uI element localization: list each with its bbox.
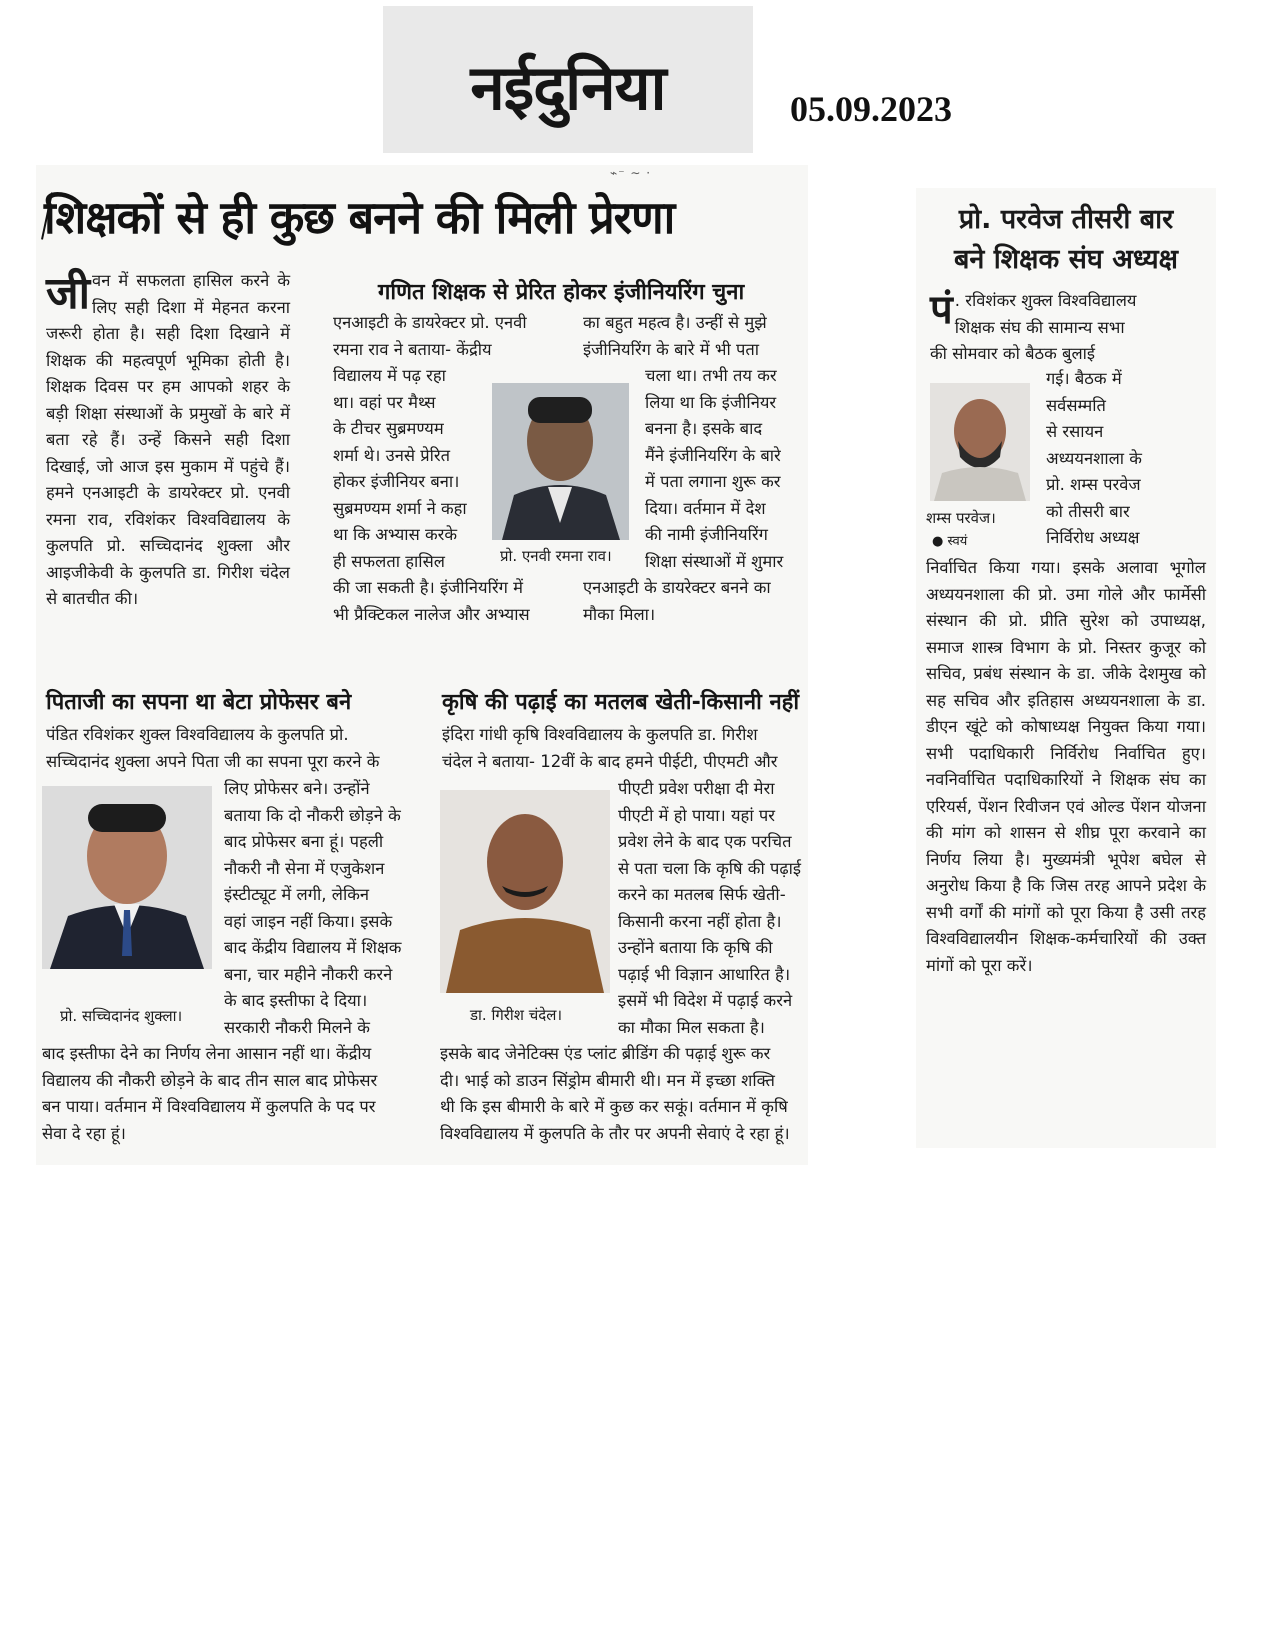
side-side-line: सर्वसम्मति [1046, 395, 1106, 415]
story2-side-line: वहां जाइन नहीं किया। इसके [224, 911, 393, 931]
story1-right-line: की नामी इंजीनियरिंग [645, 525, 768, 544]
story3-side-line: पढ़ाई भी विज्ञान आधारित है। [618, 964, 791, 984]
story1-right-line: मौका मिला। [583, 604, 656, 624]
story3-side-line: पीएटी में हो पाया। यहां पर [618, 805, 775, 825]
story2-side-line: लिए प्रोफेसर बने। उन्होंने [224, 779, 370, 798]
side-headline [926, 200, 1206, 280]
story1-left-line: था। वहां पर मैथ्स [333, 392, 436, 412]
story3-top-line: इंदिरा गांधी कृषि विश्वविद्यालय के कुलपति डा. गिरीश [442, 725, 758, 744]
side-headline-line: बने शिक्षक संघ अध्यक्ष [953, 244, 1179, 275]
story3-bottom-line: इसके बाद जेनेटिक्स एंड प्लांट ब्रीडिंग की पढ़ाई शुरू कर [440, 1044, 771, 1063]
story1-left-line: सुब्रमण्यम शर्मा ने कहा [333, 498, 467, 518]
story3-top-line: चंदेल ने बताया- 12वीं के बाद हमने पीईटी, पीएमटी और [442, 751, 778, 771]
story2-side-line: बाद प्रोफेसर बना हूं। पहली [224, 832, 384, 851]
story2-bottom-line: सेवा दे रहा हूं। [42, 1123, 126, 1143]
story3-top [442, 722, 812, 775]
story2-bottom [42, 1041, 422, 1147]
side-top-line: शिक्षक संघ की सामान्य सभा [954, 317, 1125, 337]
story3-bottom-line: थी कि इस बीमारी के बारे में कुछ कर सकूं। वर्तमान में कृषि [440, 1097, 788, 1116]
story1-right-column [583, 310, 793, 628]
story2-bottom-line: बाद इस्तीफा देने का निर्णय लेना आसान नहीं था। केंद्रीय [42, 1044, 372, 1063]
story2-subhead: पिताजी का सपना था बेटा प्रोफेसर बने [46, 690, 352, 715]
story1-left-line: शर्मा थे। उनसे प्रेरित [333, 445, 451, 465]
side-headline-line: प्रो. परवेज तीसरी बार [958, 204, 1174, 235]
side-dropcap: पं [930, 287, 953, 333]
side-caption: शम्स परवेज। [926, 509, 996, 527]
side-side-line: गई। बैठक में [1046, 369, 1122, 388]
story3-side-line: करने का मतलब सिर्फ खेती- [618, 885, 786, 904]
story1-right-line: मैंने इंजीनियरिंग के बारे [645, 445, 781, 465]
masthead-logo: नईदुनिया [470, 51, 666, 124]
intro-article [46, 268, 290, 613]
photo-shams-parvez [930, 383, 1030, 501]
intro-rest: में मेहनत करना जरूरी होता है। सही दिशा दिखाने में शिक्षक की महत्वपूर्ण भूमिका होती है। शिक्षक दिवस पर हम आपको शहर के बड़ी शिक्षा संस्थाओं के प्रमुखों के बारे में बता रहे हैं। उन्हें किसने सही दिशा दिखाई, जो आज इस मुकाम में पहुंचे हैं। हमने एनआइटी के डायरेक्टर प्रो. एनवी रमना राव, रविशंकर विश्वविद्यालय के कुलपति प्रो. सच्चिदानंद शुक्ला और आइजीकेवी के कुलपति डा. गिरीश चंदेल से बातचीत की। [46, 297, 290, 608]
story2-top [46, 722, 416, 775]
story1-right-line: एनआइटी के डायरेक्टर बनने का [583, 578, 771, 597]
photo-sachchidanand-shukla [42, 786, 212, 969]
side-top-line: की सोमवार को बैठक बुलाई [930, 344, 1096, 363]
side-top [930, 288, 1210, 368]
story3-bottom-line: विश्वविद्यालय में कुलपति के तौर पर अपनी सेवाएं दे रहा हूं। [440, 1123, 790, 1143]
story2-side-line: इंस्टीट्यूट में लगी, लेकिन [224, 885, 370, 904]
story3-bottom-line: दी। भाई को डाउन सिंड्रोम बीमारी थी। मन में इच्छा शक्ति [440, 1070, 775, 1090]
story1-left-line: की जा सकती है। इंजीनियरिंग में [333, 578, 524, 597]
story1-left-line: विद्यालय में पढ़ रहा [333, 366, 446, 385]
story3-side-line: पीएटी प्रवेश परीक्षा दी मेरा [618, 779, 775, 798]
story1-left-line: था कि अभ्यास करके [333, 525, 458, 544]
story2-side-column [224, 776, 420, 1041]
side-side-column [1046, 366, 1208, 552]
story2-side-line: नौकरी नौ सेना में एजुकेशन [224, 858, 385, 878]
story2-top-line: पंडित रविशंकर शुक्ल विश्वविद्यालय के कुलपति प्रो. [46, 725, 349, 744]
side-side-line: से रसायन [1046, 422, 1104, 441]
story1-right-line: शिक्षा संस्थाओं में शुमार [645, 551, 784, 571]
side-side-line: निर्विरोध अध्यक्ष [1046, 528, 1140, 547]
story3-side-column [618, 776, 814, 1041]
story1-left-line: ही सफलता हासिल [333, 551, 445, 571]
side-top-line: . रविशंकर शुक्ल विश्वविद्यालय [954, 291, 1137, 310]
side-side-line: प्रो. शम्स परवेज [1046, 475, 1141, 494]
story3-caption: डा. गिरीश चंदेल। [470, 1006, 563, 1024]
side-rest: निर्वाचित किया गया। इसके अलावा भूगोल अध्ययनशाला की प्रो. उमा गोले और फार्मेसी संस्थान की प्रो. प्रीति सुरेश को उपाध्यक्ष, समाज शास्त्र विभाग के प्रो. निस्तर कुजूर को सचिव, प्रबंध संस्थान के डा. जीके देशमुख को सह सचिव और इतिहास अध्ययनशाला के डा. डीएन खूंटे को कोषाध्यक्ष नियुक्त किया गया। सभी पदाधिकारी निर्विरोध निर्वाचित हुए। नवनिर्वाचित पदाधिकारियों ने शिक्षक संघ का एरियर्स, पेंशन रिवीजन एवं ओल्ड पेंशन योजना की मांग को शासन से शीघ्र पूरा करवाने का निर्णय लिया है। मुख्यमंत्री भूपेश बघेल से अनुरोध किया है कि जिस तरह आपने प्रदेश के सभी वर्गों की मांगों को पूरा किया है उसी तरह विश्वविद्यालयीन शिक्षक-कर्मचारियों की उक्त मांगों को पूरा करें। [926, 558, 1206, 975]
main-headline: शिक्षकों से ही कुछ बनने की मिली प्रेरणा [44, 191, 675, 244]
story1-subhead: गणित शिक्षक से प्रेरित होकर इंजीनियरिंग चुना [378, 280, 745, 305]
portrait-icon [930, 383, 1030, 501]
side-side-line: अध्ययनशाला के [1046, 448, 1142, 468]
story2-side-line: सरकारी नौकरी मिलने के [224, 1017, 370, 1037]
story3-bottom [440, 1041, 820, 1147]
story1-right-line: चला था। तभी तय कर [645, 366, 777, 385]
portrait-icon [440, 790, 610, 993]
story3-side-line: इसमें भी विदेश में पढ़ाई करने [618, 991, 793, 1010]
story3-side-line: से पता चला कि कृषि की पढ़ाई [618, 858, 802, 878]
portrait-icon [42, 786, 212, 969]
story1-right-line: दिया। वर्तमान में देश [645, 498, 766, 518]
story1-left-line: रमना राव ने बताया- केंद्रीय [333, 339, 492, 359]
story2-bottom-line: विद्यालय की नौकरी छोड़ने के बाद तीन साल बाद प्रोफेसर [42, 1070, 378, 1090]
side-side-line: को तीसरी बार [1046, 501, 1130, 521]
story3-side-line: प्रवेश लेने के बाद एक परचित [618, 832, 792, 851]
story1-left-line: के टीचर सुब्रमण्यम [333, 419, 444, 438]
story3-side-line: उन्होंने बताया कि कृषि की [618, 938, 773, 957]
story2-bottom-line: बन पाया। वर्तमान में विश्वविद्यालय में कुलपति के पद पर [42, 1097, 376, 1116]
story1-right-line: लिया था कि इंजीनियर [645, 392, 777, 412]
story2-side-line: के बाद इस्तीफा दे दिया। [224, 991, 368, 1010]
story1-caption: प्रो. एनवी रमना राव। [500, 547, 612, 565]
story1-left-line: एनआइटी के डायरेक्टर प्रो. एनवी [333, 313, 527, 332]
story2-side-line: बाद केंद्रीय विद्यालय में शिक्षक [224, 938, 402, 957]
story1-right-line: में पता लगाना शुरू कर [645, 472, 781, 491]
story3-subhead: कृषि की पढ़ाई का मतलब खेती-किसानी नहीं [442, 690, 800, 715]
side-photo-credit: ● स्वयं [932, 534, 968, 549]
story3-side-line: का मौका मिल सकता है। [618, 1017, 765, 1037]
story2-caption: प्रो. सच्चिदानंद शुक्ला। [60, 1007, 183, 1025]
story1-right-line: इंजीनियरिंग के बारे में भी पता [583, 339, 760, 359]
intro-first: वन में सफलता हासिल करने के लिए सही दिशा [92, 271, 290, 317]
story1-right-line: बनना है। इसके बाद [645, 419, 763, 438]
story1-left-line: भी प्रैक्टिकल नालेज और अभ्यास [333, 604, 530, 624]
story3-side-line: किसानी करना नहीं होता है। [618, 911, 782, 931]
masthead [383, 6, 753, 153]
story1-left-line: होकर इंजीनियर बना। [333, 472, 460, 491]
story2-top-line: सच्चिदानंद शुक्ला अपने पिता जी का सपना पूरा करने के [46, 751, 380, 771]
edition-date: 05.09.2023 [790, 89, 952, 129]
story2-side-line: बना, चार महीने नौकरी करने [224, 964, 393, 984]
intro-dropcap: जी [46, 268, 91, 319]
story1-right-line: का बहुत महत्व है। उन्हीं से मुझे [583, 313, 767, 332]
ink-mark: ⌁⁻ ∼ · [610, 166, 652, 180]
story2-side-line: बताया कि दो नौकरी छोड़ने के [224, 805, 401, 825]
photo-girish-chandel [440, 790, 610, 993]
